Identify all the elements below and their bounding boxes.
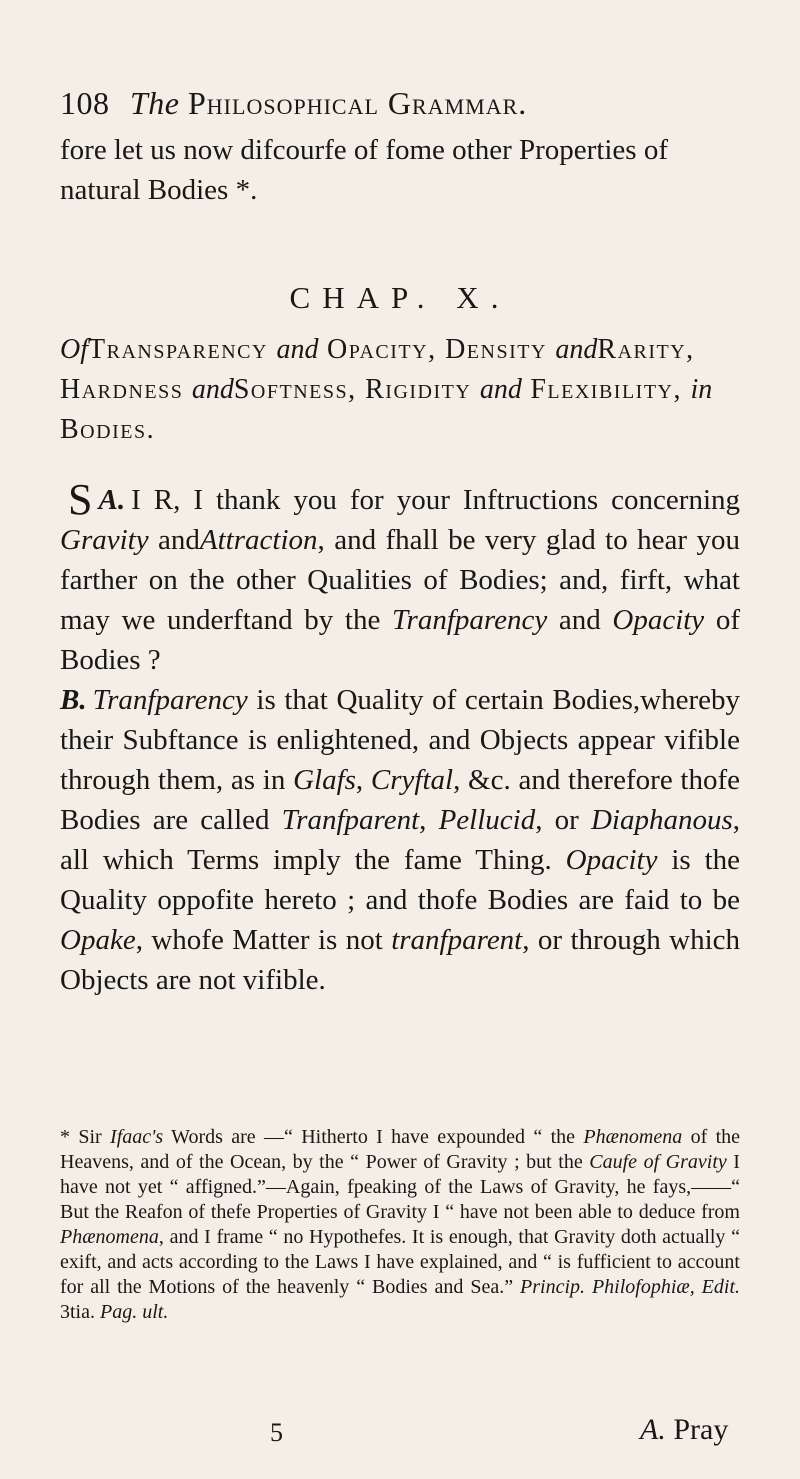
dialogue-text-segment: Diaphanous — [590, 804, 733, 836]
dialogue-text-segment: I R, I thank you for your Inftructions concerning — [131, 484, 740, 516]
footnote-text-segment: Caufe of Gravity — [589, 1151, 727, 1173]
dialogue-text-segment: Glafs — [293, 764, 356, 796]
footnote-text-segment: 3tia. — [60, 1301, 100, 1323]
speaker-label: A. — [98, 484, 126, 516]
dialogue-text-segment: , all which Terms imply the fame Thing. — [60, 804, 740, 876]
chapter-title-segment: Opacity, Density — [318, 334, 556, 365]
chapter-title-segment: and — [191, 374, 234, 405]
footnote-text-segment: Phænomena — [60, 1226, 159, 1248]
catchword-speaker: A. — [640, 1413, 666, 1446]
running-title: Philosophical Grammar. — [188, 85, 528, 121]
dialogue-text-segment: , and fhall be very glad to hear you farther on the other Qualities of Bodies; and, firft, what may we underftand by the — [60, 524, 740, 636]
catchword — [640, 1413, 728, 1447]
dialogue — [60, 475, 741, 1000]
dialogue-text-segment: Tranfparency — [92, 684, 248, 716]
footnote-text-segment: * Sir — [60, 1126, 111, 1148]
dialogue-text-segment: , — [419, 804, 439, 836]
chapter-title-segment: Transparency — [88, 334, 277, 365]
drop-cap: S — [68, 475, 93, 524]
chapter-title-segment: and — [276, 334, 319, 365]
dialogue-text-segment: , or — [535, 804, 591, 836]
chapter-title-segment: Bodies. — [60, 414, 156, 445]
footnote-text-segment: Words are —“ Hitherto I have expounded “ the — [163, 1126, 584, 1148]
dialogue-text-segment: and — [148, 524, 200, 556]
chapter-title — [60, 330, 740, 450]
footnote-paragraph — [60, 1125, 740, 1325]
running-title-article: The — [130, 85, 180, 121]
footnote-text-segment: I have not yet “ affigned.”—Again, fpeaking of the Laws of Gravity, he fays,——“ But the Reafon of thefe Properties of Gravity I “ have not been able to deduce from — [60, 1151, 740, 1223]
chapter-title-segment: Rarity, Hardness — [60, 334, 695, 405]
dialogue-text-segment: , &c. and therefore thofe Bodies are called — [60, 764, 741, 836]
dialogue-text-segment: Tranfparent — [281, 804, 420, 836]
chapter-title-segment: and — [555, 334, 598, 365]
dialogue-text-segment: is that Quality of certain Bodies,whereby their Subftance is enlightened, and Objects appear vifible through them, as in — [60, 684, 740, 796]
speaker-label: B. — [60, 684, 87, 716]
dialogue-text-segment: Opacity — [565, 844, 658, 876]
chapter-title-segment: in — [690, 374, 713, 405]
chapter-label: CHAP. X. — [289, 280, 511, 315]
dialogue-text-segment: , — [355, 764, 371, 796]
footnote — [60, 1125, 740, 1325]
footnote-text-segment: of the Heavens, and of the Ocean, by the “ Power of Gravity ; but the — [60, 1126, 741, 1173]
dialogue-text-segment: , or through which Objects are not vifible. — [60, 924, 740, 996]
dialogue-text-segment: Gravity — [60, 524, 149, 556]
dialogue-text-segment: is the Quality oppofite hereto ; and thofe Bodies are faid to be — [60, 844, 740, 916]
footnote-text-segment: Phænomena — [583, 1126, 683, 1148]
footnote-text-segment: Princip. Philofophiæ, Edit. — [520, 1276, 740, 1298]
footnote-text-segment: , and I frame “ no Hypothefes. It is enough, that Gravity doth actually “ exift, and acts according to the Laws I have explained, and “ is fufficient to account for all the Motions of the heavenly “ Bodies and Sea.” — [60, 1226, 740, 1298]
chapter-title-segment: and — [479, 374, 522, 405]
running-head — [60, 85, 740, 122]
dialogue-text-segment: Opake — [60, 924, 136, 956]
chapter-title-segment: Flexibility, — [521, 374, 691, 405]
signature-mark: 5 — [270, 1418, 283, 1447]
dialogue-text-segment: Opacity — [612, 604, 705, 636]
chapter-title-segment: Softness, Rigidity — [233, 374, 480, 405]
dialogue-text-segment: , whofe Matter is not — [135, 924, 392, 956]
catchword-word: Pray — [673, 1413, 729, 1446]
footnote-text-segment: Ifaac's — [110, 1126, 164, 1148]
footnote-text-segment: Pag. ult. — [100, 1301, 169, 1323]
page-number: 108 — [60, 85, 110, 121]
dialogue-text-segment: of Bodies ? — [60, 604, 740, 676]
dialogue-text-segment: Pellucid — [438, 804, 536, 836]
dialogue-text-segment: Attraction — [199, 524, 318, 556]
dialogue-text-segment: Cryftal — [370, 764, 454, 796]
dialogue-paragraph — [60, 680, 740, 1000]
lead-text: fore let us now difcourfe of fome other Properties of natural Bodies *. — [60, 134, 668, 206]
dialogue-text-segment: tranfparent — [391, 924, 523, 956]
chapter-title-segment: Of — [60, 334, 88, 365]
dialogue-paragraph — [60, 475, 740, 680]
dialogue-text-segment: Tranfparency — [392, 604, 548, 636]
dialogue-text-segment: and — [547, 604, 613, 636]
